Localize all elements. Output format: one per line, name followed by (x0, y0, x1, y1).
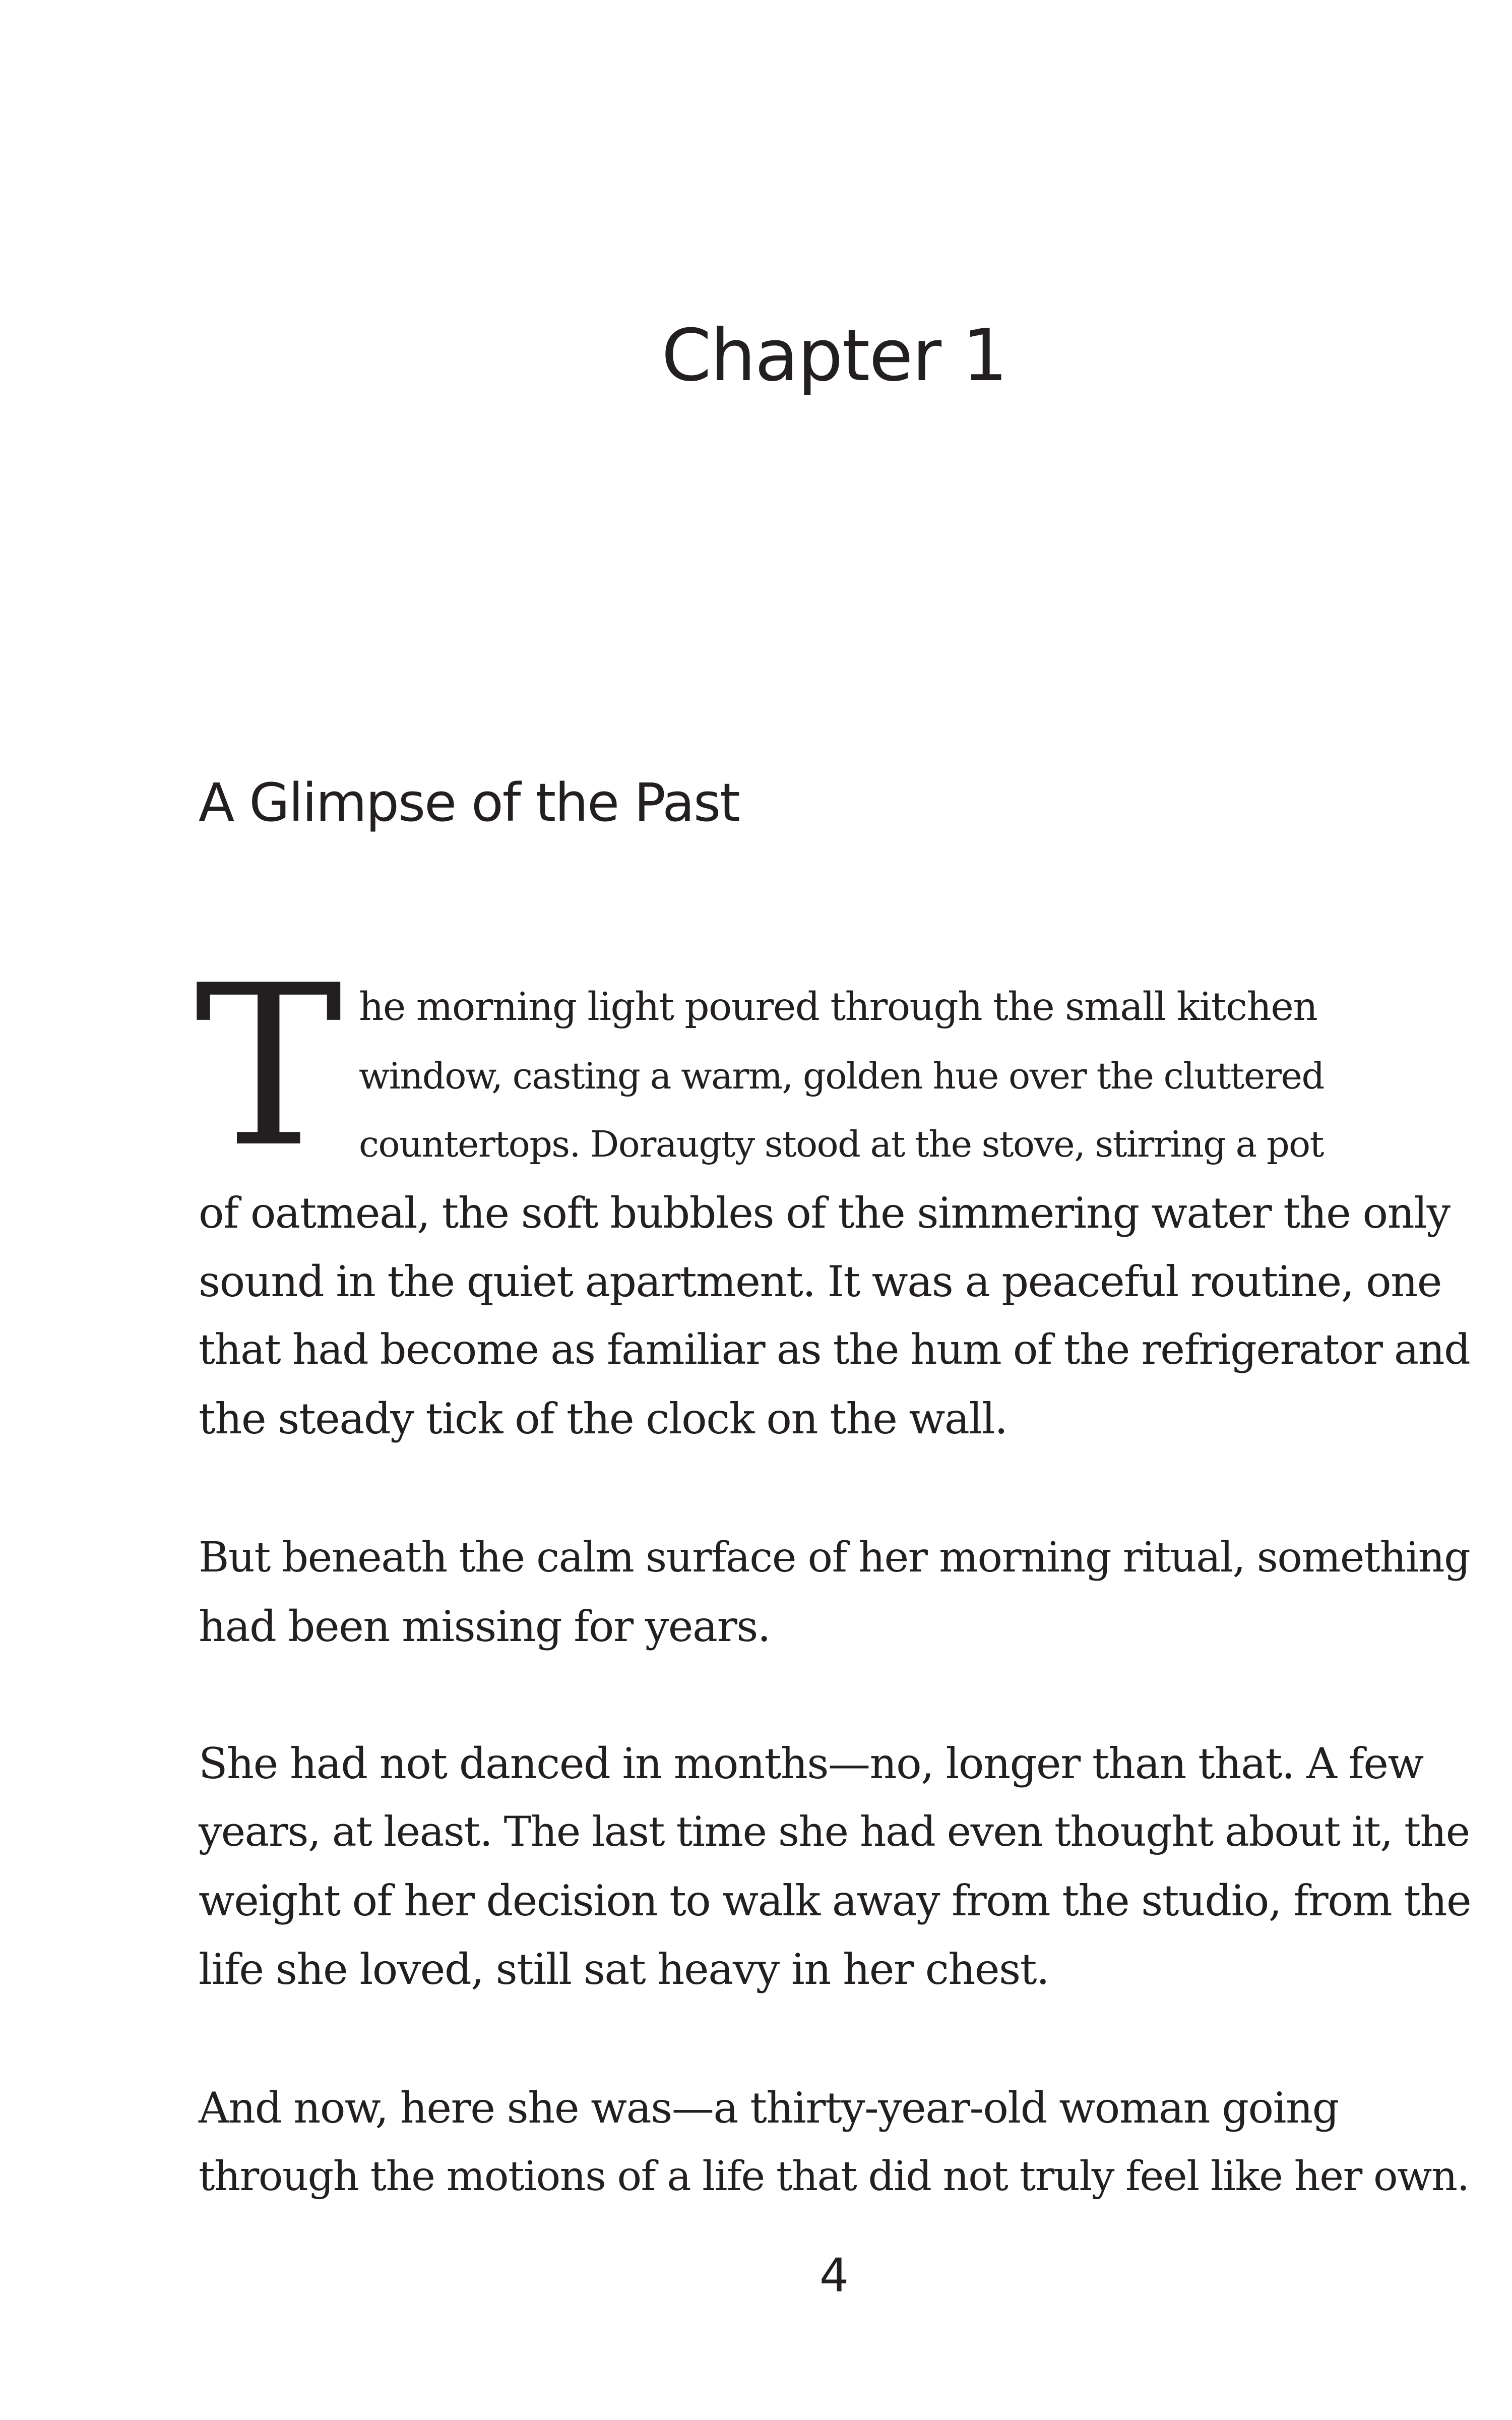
paragraph-line: weight of her decision to walk away from the studio, from the (199, 1876, 1471, 1925)
paragraph-line: that had become as familiar as the hum of the refrigerator and (199, 1326, 1470, 1374)
chapter-title: Chapter 1 (661, 314, 1007, 397)
paragraph-3 (199, 1729, 1471, 2004)
paragraph-line: And now, here she was—a thirty-year-old woman going (199, 2083, 1339, 2133)
paragraph-line: sound in the quiet apartment. It was a peaceful routine, one (199, 1257, 1441, 1306)
paragraph-2 (199, 1524, 1471, 1661)
paragraph-line: the steady tick of the clock on the wall. (199, 1394, 1007, 1443)
paragraph-line: years, at least. The last time she had even thought about it, the (199, 1808, 1470, 1856)
paragraph-line: window, casting a warm, golden hue over the cluttered (358, 1055, 1324, 1097)
paragraph-line: life she loved, still sat heavy in her chest. (199, 1945, 1049, 1994)
paragraph-line: countertops. Doraugty stood at the stove, stirring a pot (358, 1123, 1324, 1165)
paragraph-line: She had not danced in months—no, longer than that. A few (199, 1739, 1423, 1788)
page-number: 4 (819, 2249, 849, 2303)
paragraph-line: he morning light poured through the small kitchen (358, 985, 1317, 1030)
paragraph-line: through the motions of a life that did not truly feel like her own. (199, 2153, 1469, 2200)
paragraph-4 (199, 2074, 1471, 2211)
paragraph-1 (195, 938, 1471, 1453)
paragraph-line: But beneath the calm surface of her morning ritual, something (199, 1534, 1470, 1582)
paragraph-line: of oatmeal, the soft bubbles of the simmering water the only (199, 1188, 1450, 1238)
paragraph-line: had been missing for years. (199, 1602, 771, 1651)
section-title: A Glimpse of the Past (199, 772, 739, 833)
drop-cap: T (195, 938, 342, 1196)
